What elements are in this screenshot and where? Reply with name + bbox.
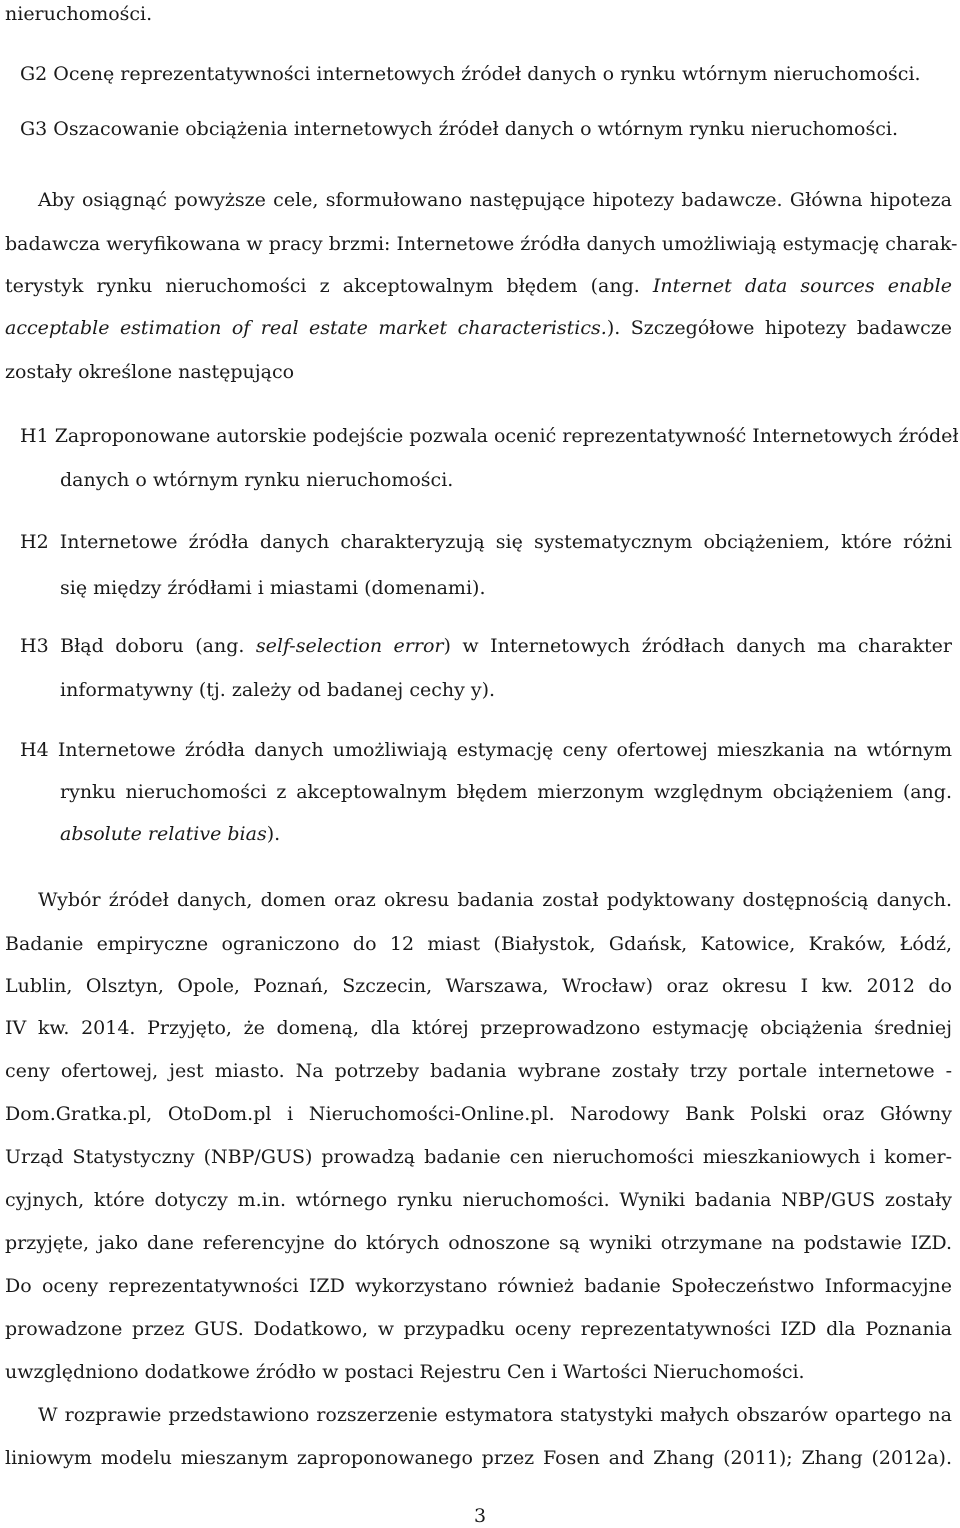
text-span: IV kw. 2014. Przyjęto, że domeną, dla której przeprowadzono estymację obciążenia średniej <box>5 1017 952 1039</box>
text-span: Do oceny reprezentatywności IZD wykorzystano również badanie Społeczeństwo Informacyjne <box>5 1275 952 1297</box>
text-span: G3 Oszacowanie obciążenia internetowych źródeł danych o wtórnym rynku nieruchomości. <box>20 118 899 140</box>
text-line <box>5 360 294 384</box>
text-span: się między źródłami i miastami (domenami). <box>60 577 486 599</box>
text-line <box>5 232 958 256</box>
text-line <box>20 424 959 448</box>
text-line <box>38 188 952 212</box>
text-span: ). <box>266 823 281 845</box>
text-span: ) w Internetowych źródłach danych ma charakter <box>443 635 952 657</box>
text-span: informatywny (tj. zależy od badanej cechy y). <box>60 679 496 701</box>
text-line <box>5 316 952 340</box>
text-span: Aby osiągnąć powyższe cele, sformułowano następujące hipotezy badawcze. Główna hipoteza <box>38 189 952 211</box>
text-line <box>60 822 280 846</box>
text-span: G2 Ocenę reprezentatywności internetowych źródeł danych o rynku wtórnym nieruchomości. <box>20 63 921 85</box>
text-line <box>5 1016 952 1040</box>
text-span: H3 Błąd doboru (ang. <box>20 635 256 657</box>
text-line <box>5 1446 952 1470</box>
italic-span: Internet data sources enable <box>652 275 952 297</box>
text-line <box>5 1317 952 1341</box>
text-span: cyjnych, które dotyczy m.in. wtórnego rynku nieruchomości. Wyniki badania NBP/GUS zostały <box>5 1189 952 1211</box>
text-line <box>60 780 952 804</box>
italic-span: acceptable estimation of real estate market characteristics. <box>5 317 607 339</box>
text-span: zostały określone następująco <box>5 361 295 383</box>
text-span: Lublin, Olsztyn, Opole, Poznań, Szczecin, Warszawa, Wrocław) oraz okresu I kw. 2012 do <box>5 975 952 997</box>
text-span: H1 Zaproponowane autorskie podejście pozwala ocenić reprezentatywność Internetowych źródeł <box>20 425 959 447</box>
text-span: Badanie empiryczne ograniczono do 12 miast (Białystok, Gdańsk, Katowice, Kraków, Łódź, <box>5 933 952 955</box>
text-line <box>60 468 453 492</box>
text-line <box>20 62 921 86</box>
text-span: danych o wtórnym rynku nieruchomości. <box>60 469 454 491</box>
text-span: badawcza weryfikowana w pracy brzmi: Internetowe źródła danych umożliwiają estymację charak- <box>5 233 958 255</box>
text-line <box>5 974 952 998</box>
text-span: Urząd Statystyczny (NBP/GUS) prowadzą badanie cen nieruchomości mieszkaniowych i komer- <box>5 1146 952 1168</box>
text-span: przyjęte, jako dane referencyjne do których odnoszone są wyniki otrzymane na podstawie IZD. <box>5 1232 952 1254</box>
text-span: liniowym modelu mieszanym zaproponowanego przez Fosen and Zhang (2011); Zhang (2012a). <box>5 1447 952 1469</box>
text-line <box>5 1188 952 1212</box>
text-line <box>20 117 898 141</box>
text-line <box>5 1145 952 1169</box>
text-line <box>20 738 952 762</box>
text-line <box>5 1360 805 1384</box>
text-line <box>5 1274 952 1298</box>
text-span: ). Szczegółowe hipotezy badawcze <box>606 317 952 339</box>
text-span: Dom.Gratka.pl, OtoDom.pl i Nieruchomości-Online.pl. Narodowy Bank Polski oraz Główny <box>5 1103 952 1125</box>
text-line <box>5 1231 952 1255</box>
text-span: Wybór źródeł danych, domen oraz okresu badania został podyktowany dostępnością danych. <box>38 889 952 911</box>
text-line <box>5 932 952 956</box>
text-span: uwzględniono dodatkowe źródło w postaci Rejestru Cen i Wartości Nieruchomości. <box>5 1361 805 1383</box>
italic-span: self-selection error <box>255 635 444 657</box>
text-span: H2 Internetowe źródła danych charakteryzują się systematycznym obciążeniem, które różni <box>20 531 952 553</box>
text-span: ceny ofertowej, jest miasto. Na potrzeby badania wybrane zostały trzy portale internetowe - <box>5 1060 952 1082</box>
text-line <box>38 888 952 912</box>
italic-span: absolute relative bias <box>60 823 267 845</box>
text-span: H4 Internetowe źródła danych umożliwiają estymację ceny ofertowej mieszkania na wtórnym <box>20 739 952 761</box>
page-number: 3 <box>473 1505 487 1527</box>
text-line <box>38 1403 952 1427</box>
text-line <box>60 678 495 702</box>
text-line <box>5 274 952 298</box>
text-span: prowadzone przez GUS. Dodatkowo, w przypadku oceny reprezentatywności IZD dla Poznania <box>5 1318 952 1340</box>
text-line <box>5 1059 952 1083</box>
text-line <box>20 530 952 554</box>
text-span: terystyk rynku nieruchomości z akceptowalnym błędem (ang. <box>5 275 653 297</box>
text-span: rynku nieruchomości z akceptowalnym błędem mierzonym względnym obciążeniem (ang. <box>60 781 952 803</box>
text-span: nieruchomości. <box>5 3 153 25</box>
text-line <box>5 1102 952 1126</box>
text-line <box>60 576 485 600</box>
text-line <box>5 2 152 26</box>
text-line <box>20 634 952 658</box>
text-span: W rozprawie przedstawiono rozszerzenie estymatora statystyki małych obszarów opartego na <box>38 1404 952 1426</box>
